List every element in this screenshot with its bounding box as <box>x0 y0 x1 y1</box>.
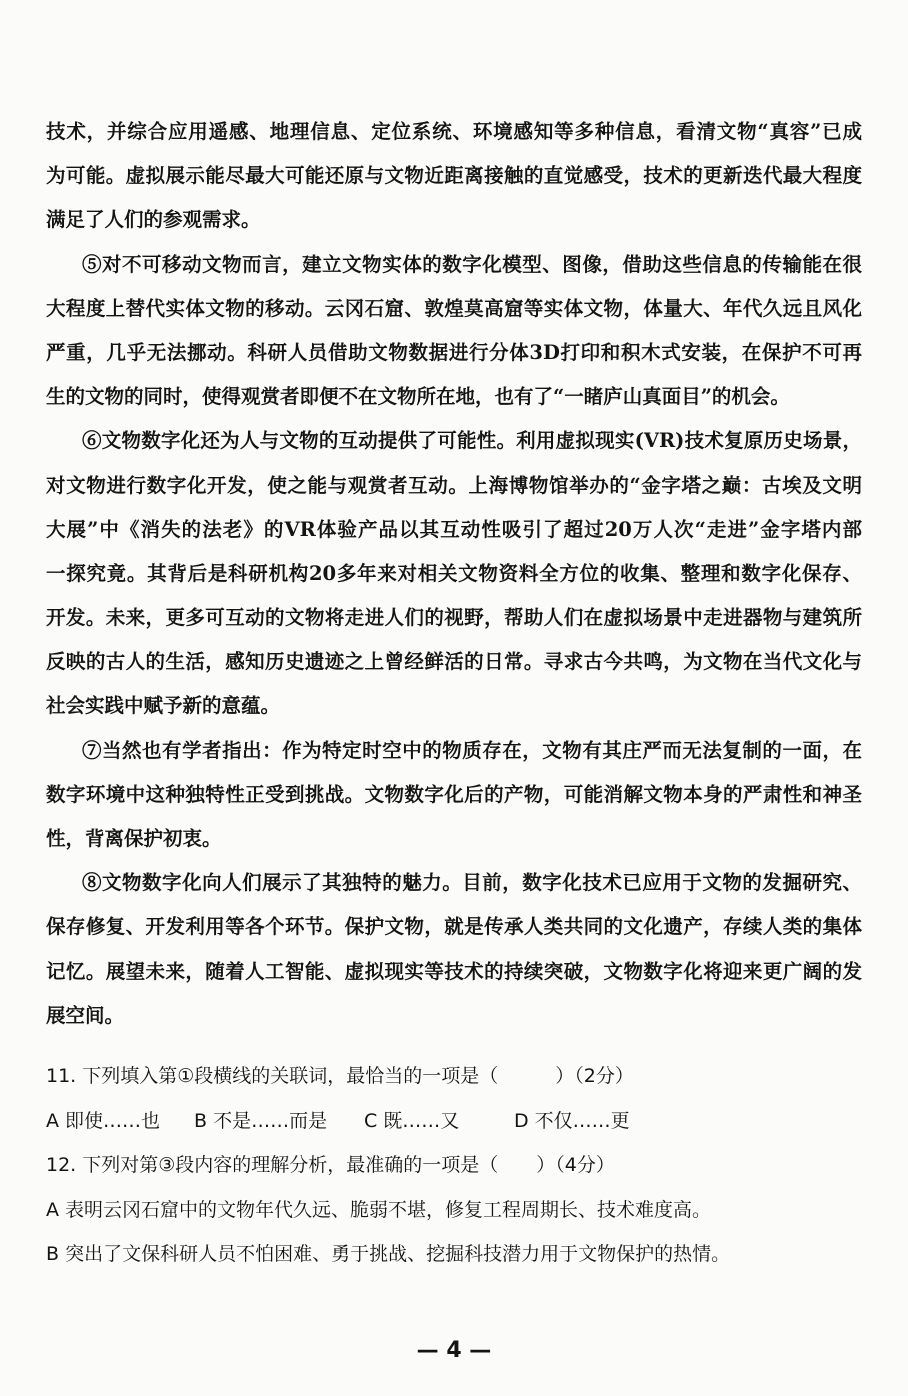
question-section <box>46 1054 862 1277</box>
option-a: A 即使……也 <box>46 1109 161 1132</box>
passage-line: 保存修复、开发利用等各个环节。保护文物，就是传承人类共同的文化遗产，存续人类的集体 <box>46 915 862 939</box>
reading-passage <box>46 110 862 1038</box>
passage-line: 满足了人们的参观需求。 <box>46 208 261 232</box>
page-number: — 4 — <box>416 1338 492 1363</box>
passage-line: 大程度上替代实体文物的移动。云冈石窟、敦煌莫高窟等实体文物，体量大、年代久远且风化 <box>46 296 862 320</box>
passage-line: ⑥文物数字化还为人与文物的互动提供了可能性。利用虚拟现实(VR)技术复原历史场景， <box>82 429 862 453</box>
passage-line: 技术，并综合应用遥感、地理信息、定位系统、环境感知等多种信息，看清文物“真容”已成 <box>46 120 862 143</box>
passage-line: 数字环境中这种独特性正受到挑战。文物数字化后的产物，可能消解文物本身的严肃性和神圣 <box>46 782 862 806</box>
question-12-option-b: B 突出了文保科研人员不怕困难、勇于挑战、挖掘科技潜力用于文物保护的热情。 <box>46 1243 731 1265</box>
passage-line: 社会实践中赋予新的意蕴。 <box>46 694 281 718</box>
option-b: B 不是……而是 <box>194 1109 328 1132</box>
passage-line: 记忆。展望未来，随着人工智能、虚拟现实等技术的持续突破，文物数字化将迎来更广阔的发 <box>46 959 862 983</box>
passage-line: 对文物进行数字化开发，使之能与观赏者互动。上海博物馆举办的“金字塔之巅：古埃及文明 <box>46 473 862 497</box>
passage-line: 反映的古人的生活，感知历史遗迹之上曾经鲜活的日常。寻求古今共鸣，为文物在当代文化与 <box>46 650 862 674</box>
question-12-option-a: A 表明云冈石窟中的文物年代久远、脆弱不堪，修复工程周期长、技术难度高。 <box>46 1198 712 1221</box>
passage-line: ⑧文物数字化向人们展示了其独特的魅力。目前，数字化技术已应用于文物的发掘研究、 <box>82 871 862 895</box>
passage-line: ⑦当然也有学者指出：作为特定时空中的物质存在，文物有其庄严而无法复制的一面，在 <box>82 738 862 762</box>
passage-line: 开发。未来，更多可互动的文物将走进人们的视野，帮助人们在虚拟场景中走进器物与建筑所 <box>46 606 862 630</box>
option-c: C 既……又 <box>364 1109 460 1132</box>
passage-line: 严重，几乎无法挪动。科研人员借助文物数据进行分体3D打印和积木式安装，在保护不可再 <box>46 340 862 364</box>
option-d: D 不仅……更 <box>514 1109 630 1132</box>
passage-line: 大展”中《消失的法老》的VR体验产品以其互动性吸引了超过20万人次“走进”金字塔内部 <box>46 517 862 541</box>
passage-line: 性，背离保护初衷。 <box>46 827 222 850</box>
passage-line: ⑤对不可移动文物而言，建立文物实体的数字化模型、图像，借助这些信息的传输能在很 <box>82 252 862 276</box>
question-12: 12. 下列对第③段内容的理解分析，最准确的一项是（ ）（4分） <box>46 1154 615 1176</box>
passage-line: 为可能。虚拟展示能尽最大可能还原与文物近距离接触的直觉感受，技术的更新迭代最大程度 <box>46 164 862 188</box>
passage-line: 一探究竟。其背后是科研机构20多年来对相关文物资料全方位的收集、整理和数字化保存、 <box>46 561 862 585</box>
passage-line: 展空间。 <box>46 1003 125 1027</box>
passage-line: 生的文物的同时，使得观赏者即便不在文物所在地，也有了“一睹庐山真面目”的机会。 <box>46 385 790 409</box>
question-11-options <box>46 1099 862 1144</box>
question-11: 11. 下列填入第①段横线的关联词，最恰当的一项是（ ）（2分） <box>46 1065 634 1087</box>
